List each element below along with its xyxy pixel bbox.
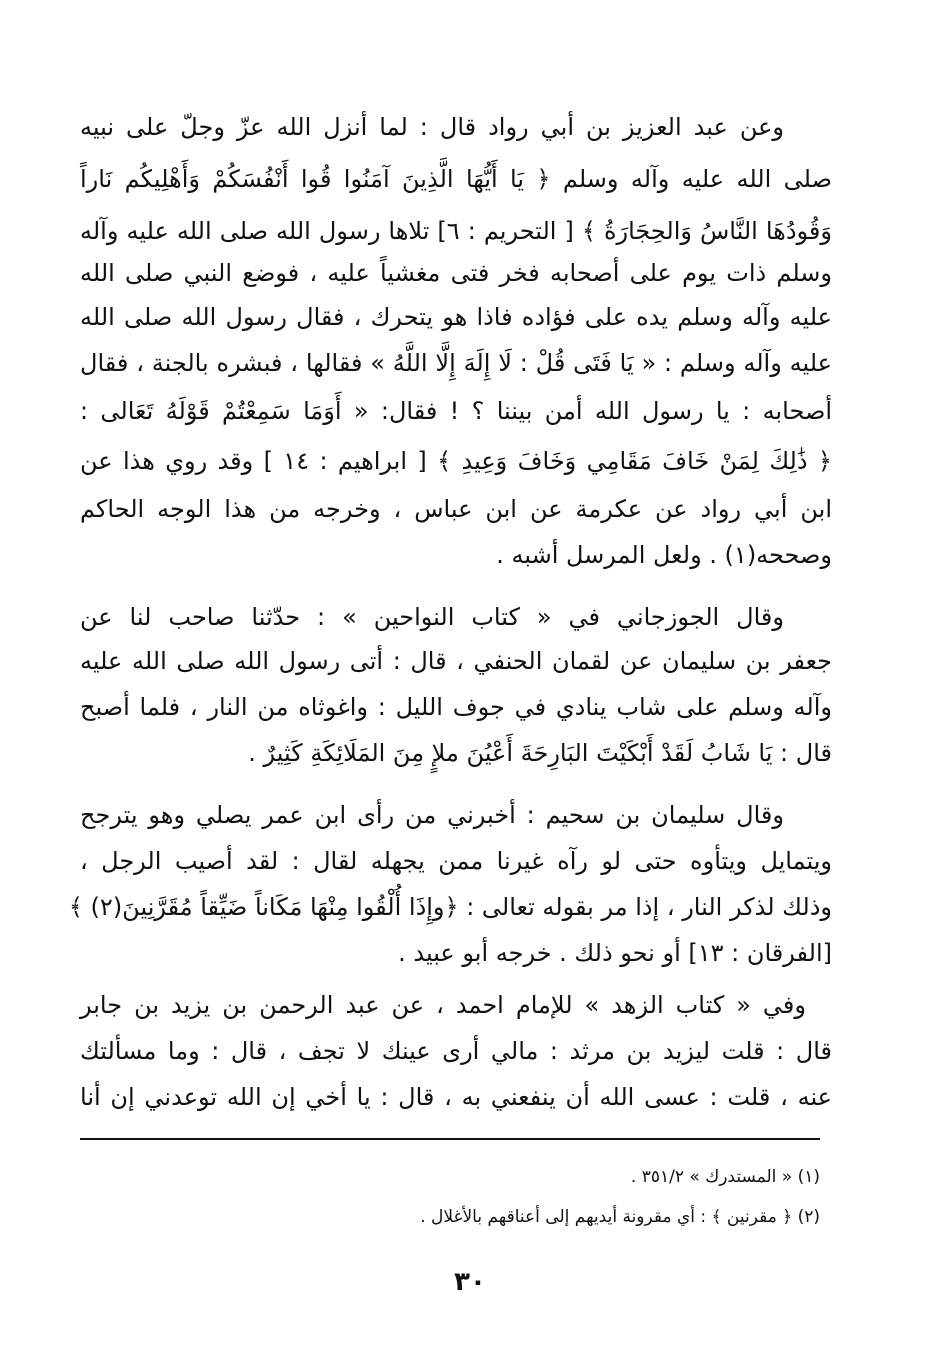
- paragraph-line: جعفر بن سليمان عن لقمان الحنفي ، قال : أتى رسول الله صلى الله عليه: [80, 647, 832, 675]
- paragraph-line: وسلم ذات يوم على أصحابه فخر فتى مغشياً عليه ، فوضع النبي صلى الله: [80, 259, 832, 287]
- paragraph-line: أصحابه : يا رسول الله أمن بيننا ؟ ! فقال: « أَوَمَا سَمِعْتُمْ قَوْلَهُ تَعَالى :: [80, 397, 832, 425]
- footnote: (٢) ﴿ مقرنين ﴾ : أي مقرونة أيديهم إلى أعناقهم بالأغلال .: [420, 1207, 820, 1227]
- paragraph-line: ويتمايل ويتأوه حتى لو رآه غيرنا ممن يجهله لقال : لقد أصيب الرجل ،: [80, 847, 832, 875]
- paragraph-line: [الفرقان : ١٣] أو نحو ذلك . خرجه أبو عبيد .: [398, 939, 832, 967]
- paragraph-line: قال : قلت ليزيد بن مرثد : مالي أرى عينك لا تجف ، قال : وما مسألتك: [80, 1037, 832, 1065]
- paragraph-line: قال : يَا شَابُ لَقَدْ أَبْكَيْتَ البَارِحَةَ أَعْيُنَ ملإٍ مِنَ المَلَائِكَةِ كَثِيرٌ .: [248, 739, 832, 767]
- paragraph-line: وآله وسلم على شاب ينادي في جوف الليل : واغوثاه من النار ، فلما أصبح: [80, 693, 832, 721]
- page-number: ٣٠: [454, 1267, 486, 1297]
- paragraph-line: عنه ، قلت : عسى الله أن ينفعني به ، قال : يا أخي إن الله توعدني إن أنا: [80, 1083, 832, 1111]
- footnote: (١) « المستدرك » ٣٥١/٢ .: [630, 1167, 820, 1187]
- paragraph-line: وقال الجوزجاني في « كتاب النواحين » : حدّثنا صاحب لنا عن: [80, 603, 784, 631]
- paragraph-line: عليه وآله وسلم : « يَا فَتَى قُلْ : لَا إِلَهَ إِلَّا اللَّهُ » فقالها ، فبشره بالجنة ، فقال: [80, 349, 832, 377]
- paragraph-line: وذلك لذكر النار ، إذا مر بقوله تعالى : ﴿وإِذَا أُلْقُوا مِنْهَا مَكَاناً ضَيِّقاً مُقَرَّنِينَ(٢) ﴾: [68, 893, 832, 921]
- paragraph-line: وقال سليمان بن سحيم : أخبرني من رأى ابن عمر يصلي وهو يترجح: [80, 801, 784, 829]
- paragraph-line: وصححه(١) . ولعل المرسل أشبه .: [496, 541, 832, 569]
- paragraph-line: وعن عبد العزيز بن أبي رواد قال : لما أنزل الله عزّ وجلّ على نبيه: [80, 113, 784, 141]
- paragraph-line: ابن أبي رواد عن عكرمة عن ابن عباس ، وخرجه من هذا الوجه الحاكم: [80, 495, 832, 523]
- paragraph-line: وفي « كتاب الزهد » للإمام احمد ، عن عبد الرحمن بن يزيد بن جابر: [80, 991, 806, 1019]
- footnote-divider: [80, 1138, 820, 1140]
- paragraph-line: عليه وآله وسلم يده على فؤاده فاذا هو يتحرك ، فقال رسول الله صلى الله: [80, 303, 832, 331]
- paragraph-line: ﴿ ذَٰلِكَ لِمَنْ خَافَ مَقَامِي وَخَافَ وَعِيدِ ﴾ [ ابراهيم : ١٤ ] وقد روي هذا عن: [80, 447, 832, 475]
- paragraph-line: صلى الله عليه وآله وسلم ﴿ يَا أَيُّهَا الَّذِينَ آمَنُوا قُوا أَنْفُسَكُمْ وَأَهْلِيكُم نَاراً: [80, 165, 832, 193]
- paragraph-line: وَقُودُهَا النَّاسُ وَالحِجَارَةُ ﴾ [ التحريم : ٦] تلاها رسول الله صلى الله عليه وآله: [80, 217, 832, 245]
